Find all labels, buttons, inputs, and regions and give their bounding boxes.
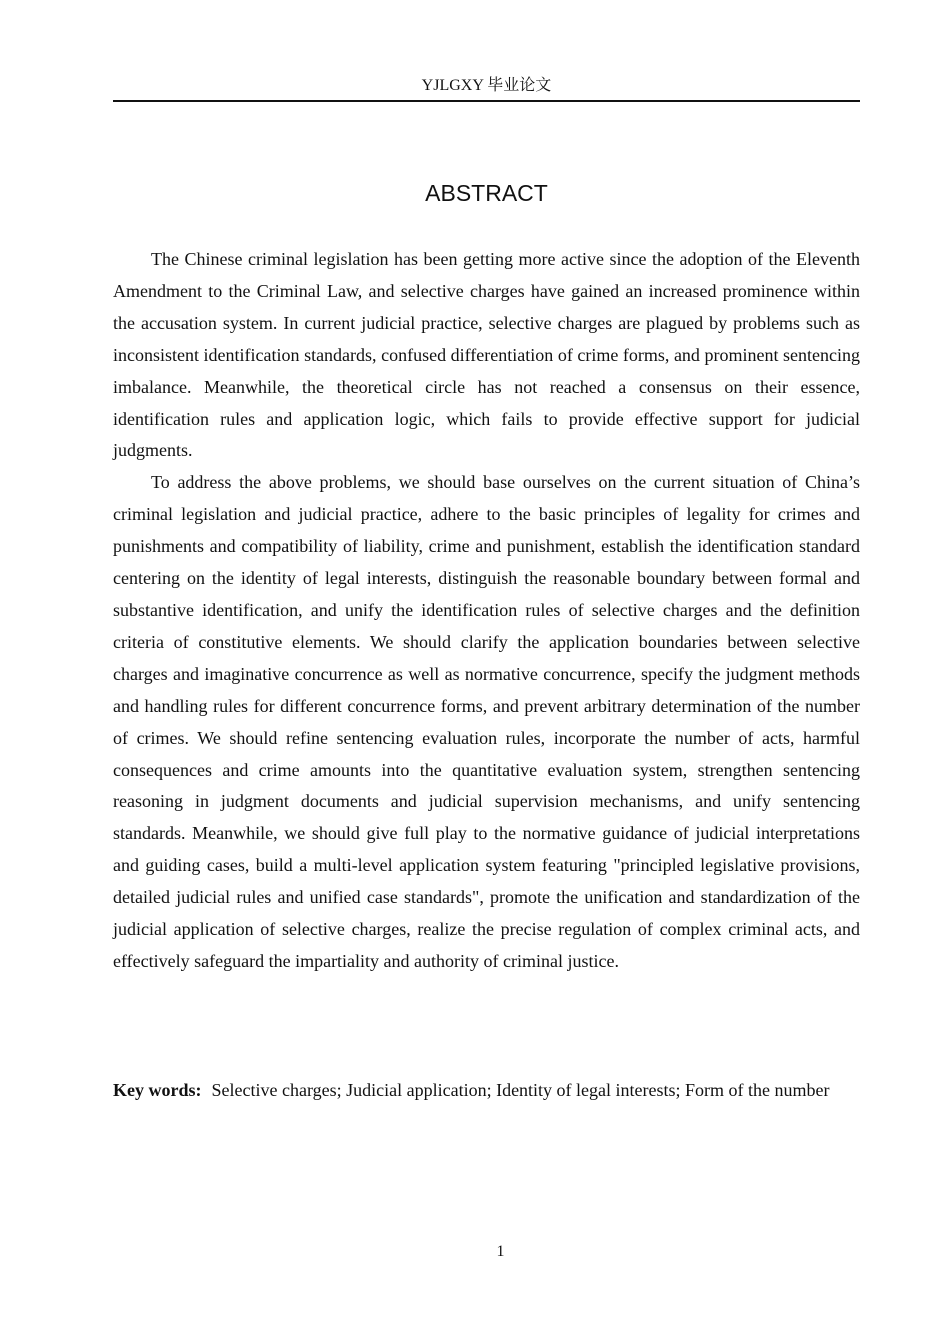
keywords-text: Selective charges; Judicial application; Identity of legal interests; Form of the number: [211, 1080, 830, 1100]
keywords-label: Key words:: [113, 1080, 202, 1100]
abstract-paragraph: To address the above problems, we should base ourselves on the current situation of China’s criminal legislation and judicial practice, adhere to the basic principles of legality for crimes and punishments and compatibility of liability, crime and punishment, establish the identification standard centering on the identity of legal interests, distinguish the reasonable boundary between formal and substantive identification, and unify the identification rules of selective charges and the definition criteria of constitutive elements. We should clarify the application boundaries between selective charges and imaginative concurrence as well as normative concurrence, specify the judgment methods and handling rules for different concurrence forms, and prevent arbitrary determination of the number of crimes. We should refine sentencing evaluation rules, incorporate the number of acts, harmful consequences and crime amounts into the quantitative evaluation system, strengthen sentencing reasoning in judgment documents and judicial supervision mechanisms, and unify sentencing standards. Meanwhile, we should give full play to the normative guidance of judicial interpretations and guiding cases, build a multi-level application system featuring "principled legislative provisions, detailed judicial rules and unified case standards", promote the unification and standardization of the judicial application of selective charges, realize the precise regulation of complex criminal acts, and effectively safeguard the impartiality and authority of criminal justice.: [113, 472, 860, 971]
header-divider: [113, 100, 860, 102]
keywords-line: [113, 1074, 860, 1106]
abstract-paragraph: The Chinese criminal legislation has been getting more active since the adoption of the Eleventh Amendment to the Criminal Law, and selective charges have gained an increased prominence within the accusation system. In current judicial practice, selective charges are plagued by problems such as inconsistent identification standards, confused differentiation of crime forms, and prominent sentencing imbalance. Meanwhile, the theoretical circle has not reached a consensus on their essence, identification rules and application logic, which fails to provide effective support for judicial judgments.: [113, 249, 860, 461]
abstract-title: ABSTRACT: [425, 180, 548, 206]
abstract-body: [113, 244, 860, 978]
page-header: YJLGXY 毕业论文: [421, 77, 552, 94]
page-number: 1: [496, 1243, 505, 1260]
